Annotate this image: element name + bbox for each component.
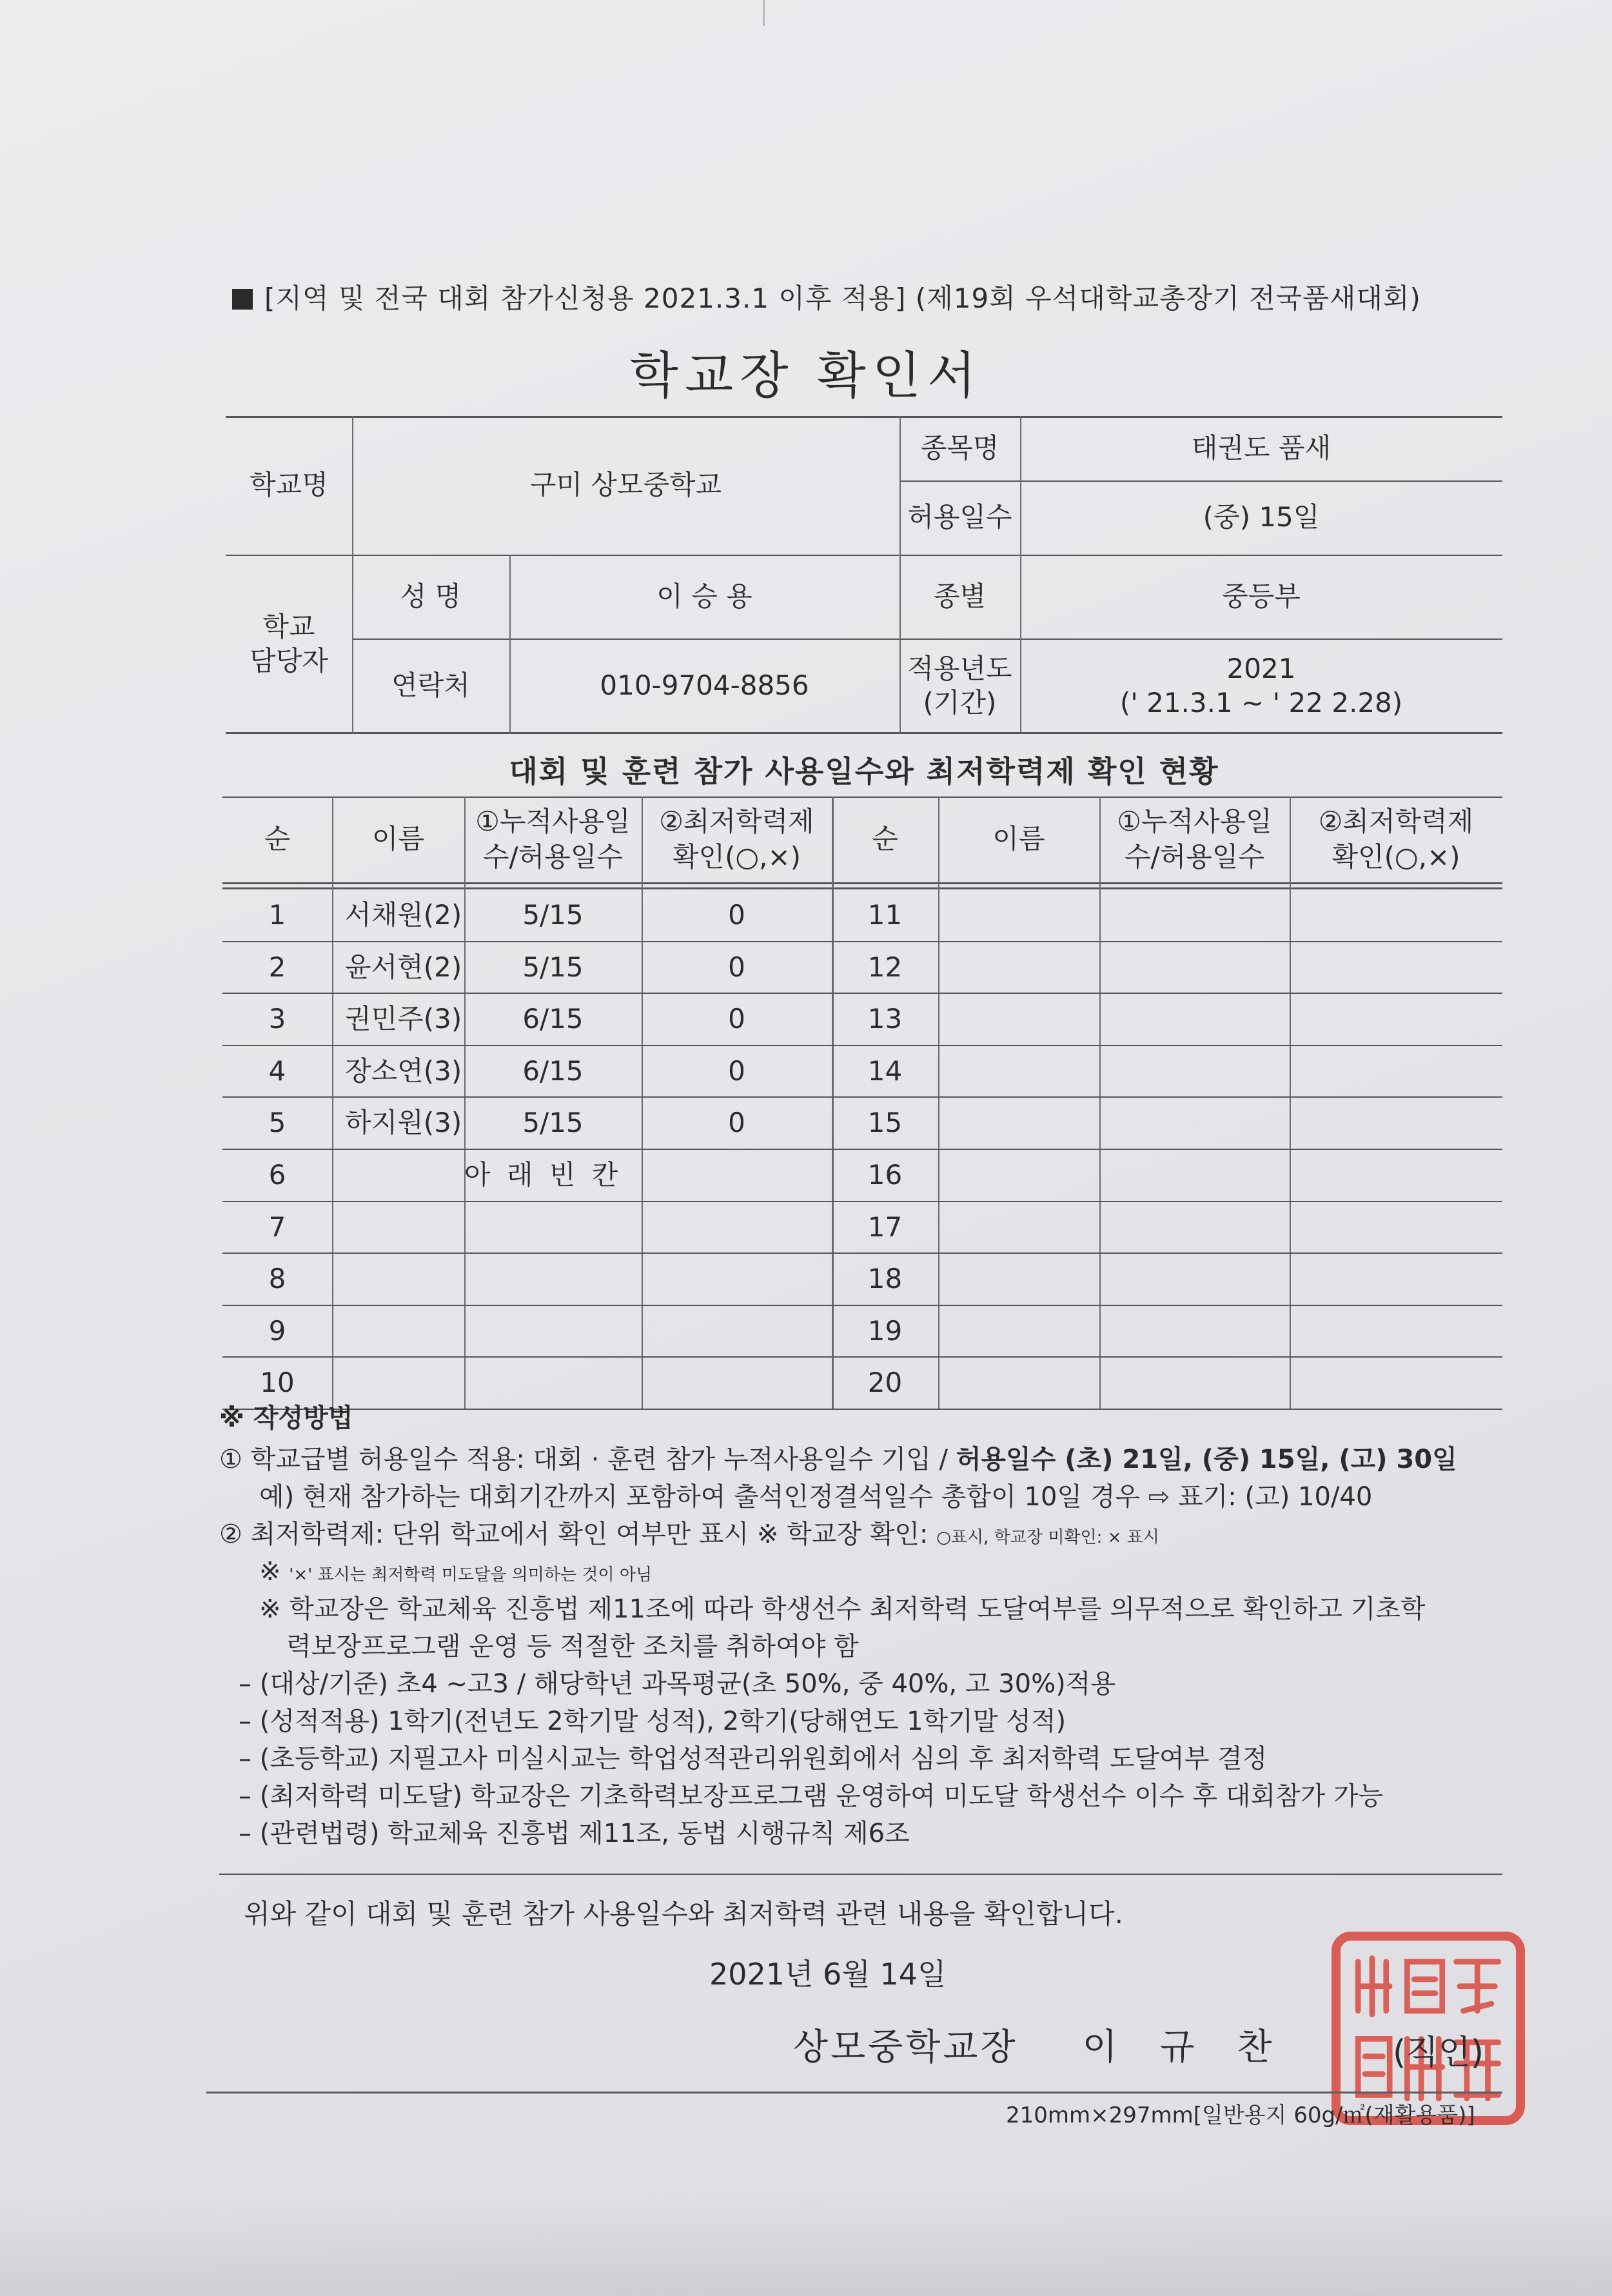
event-value: 태권도 품새 — [1191, 431, 1332, 464]
roster-cell-confirm: 0 — [728, 899, 745, 931]
roster-cell-no-right: 18 — [867, 1263, 903, 1295]
col-header-confirm: ②최저학력제 확인(○,×) — [659, 805, 814, 873]
roster-cell-days — [464, 1253, 642, 1305]
roster-cell-days: 5/15 — [522, 951, 584, 984]
principal-name: 이 규 찬 — [1082, 2026, 1288, 2068]
roster-cell-no-right: 16 — [867, 1159, 903, 1191]
category-label: 종별 — [933, 580, 987, 612]
col-header-confirm-2: ②최저학력제 확인(○,×) — [1318, 805, 1474, 873]
year-label: 적용년도 (기간) — [907, 653, 1012, 718]
document-header — [232, 277, 1509, 316]
instruction-line-3 — [219, 1516, 1509, 1553]
instruction-line-5: ※ 학교장은 학교체육 진흥법 제11조에 따라 학생선수 최저학력 도달여부를 의무적으로 확인하고 기초학 — [259, 1594, 1426, 1624]
school-info-table — [226, 416, 1502, 733]
signature-date: 2021년 6월 14일 — [709, 1957, 947, 1992]
col-header-no-2: 순 — [872, 823, 898, 855]
roster-cell-no-right: 19 — [867, 1315, 903, 1347]
category-value: 중등부 — [1222, 580, 1301, 612]
roster-cell-no: 7 — [268, 1211, 286, 1243]
allowed-days-value: (중) 15일 — [1203, 501, 1320, 533]
col-header-name-2: 이름 — [992, 823, 1045, 855]
roster-cell-days: 6/15 — [522, 1055, 584, 1087]
roster-cell-confirm: 0 — [728, 1107, 745, 1139]
instructions — [219, 1400, 1509, 1852]
event-label: 종목명 — [920, 431, 999, 464]
roster-cell-no-right: 12 — [867, 951, 903, 984]
roster-cell-no: 2 — [268, 951, 286, 984]
blank-note: 아 래 빈 칸 — [464, 1159, 622, 1191]
roster-table — [222, 797, 1502, 1409]
contact-group-label: 학교 담당자 — [250, 611, 328, 677]
year-period: (' 21.3.1 ~ ' 22 2.28) — [1119, 686, 1403, 718]
roster-cell-no: 6 — [268, 1159, 286, 1191]
roster-cell-name — [332, 1305, 464, 1358]
footer-rule — [206, 2092, 1502, 2093]
instruction-line-4b: '×' 표시는 최저학력 미도달을 의미하는 것이 아님 — [289, 1565, 653, 1585]
roster-cell-no: 10 — [260, 1367, 295, 1399]
roster-cell-no: 9 — [268, 1315, 286, 1347]
name-label: 성 명 — [400, 580, 462, 612]
roster-cell-name — [332, 1149, 464, 1202]
roster-cell-no-right: 17 — [867, 1211, 903, 1243]
instruction-line-1b: 허용일수 (초) 21일, (중) 15일, (고) 30일 — [956, 1445, 1457, 1474]
roster-cell-no: 5 — [268, 1107, 286, 1139]
header-scope: [지역 및 전국 대회 참가신청용 2021.3.1 이후 적용] — [264, 282, 907, 314]
header-event: (제19회 우석대학교총장기 전국품새대회) — [915, 282, 1421, 314]
confirmation-statement: 위와 같이 대회 및 훈련 참가 사용일수와 최저학력 관련 내용을 확인합니다. — [244, 1898, 1124, 1930]
instruction-line-3a: ② 최저학력제: 단위 학교에서 확인 여부만 표시 ※ 학교장 확인: — [219, 1519, 937, 1549]
document-title: 학교장 확인서 — [629, 347, 983, 405]
roster-cell-no-right: 13 — [867, 1003, 903, 1035]
instruction-line-7: – (대상/기준) 초4 ~고3 / 해당학년 과목평균(초 50%, 중 40%, 고 30%)적용 — [239, 1669, 1116, 1699]
roster-cell-confirm: 0 — [728, 1055, 745, 1087]
roster-cell-no-right: 15 — [867, 1107, 903, 1139]
col-header-days: ①누적사용일 수/허용일수 — [475, 805, 631, 873]
seal-label: (직인) — [1393, 2034, 1484, 2072]
roster-cell-confirm: 0 — [728, 951, 745, 984]
instruction-line-3b: ○표시, 학교장 미확인: × 표시 — [936, 1528, 1159, 1547]
phone-value: 010-9704-8856 — [600, 669, 809, 702]
roster-cell-confirm: 0 — [728, 1003, 745, 1035]
paper-spec-footer: 210mm×297mm[일반용지 60g/㎡(재활용품)] — [1006, 2103, 1475, 2128]
roster-cell-days: 6/15 — [522, 1003, 584, 1035]
col-header-name: 이름 — [371, 823, 425, 855]
roster-cell-confirm — [642, 1305, 832, 1358]
roster-cell-name — [332, 1202, 464, 1254]
instruction-line-6: 력보장프로그램 운영 등 적절한 조치를 취하여야 함 — [286, 1632, 859, 1661]
instruction-line-1a: ① 학교급별 허용일수 적용: 대회 · 훈련 참가 누적사용일수 기입 / — [219, 1445, 956, 1474]
roster-cell-no: 8 — [268, 1263, 286, 1295]
instruction-line-11: – (관련법령) 학교체육 진흥법 제11조, 동법 시행규칙 제6조 — [239, 1819, 910, 1848]
instruction-line-1 — [219, 1441, 1509, 1478]
instruction-line-10: – (최저학력 미도달) 학교장은 기초학력보장프로그램 운영하여 미도달 학생선수 이수 후 대회참가 가능 — [239, 1781, 1384, 1811]
page-shadow — [0, 2193, 1612, 2296]
roster-cell-name — [332, 1253, 464, 1305]
black-square-icon — [232, 289, 253, 310]
instruction-line-2: 예) 현재 참가하는 대회기간까지 포함하여 출석인정결석일수 총합이 10일 경우 ⇨ 표기: (고) 10/40 — [259, 1482, 1373, 1512]
roster-cell-name: 장소연(3) — [345, 1055, 462, 1087]
section-subtitle: 대회 및 훈련 참가 사용일수와 최저학력제 확인 현황 — [509, 754, 1219, 789]
roster-cell-confirm — [642, 1149, 832, 1202]
contact-name-value: 이 승 용 — [656, 580, 752, 612]
roster-cell-name: 권민주(3) — [345, 1003, 462, 1035]
instruction-line-8: – (성적적용) 1학기(전년도 2학기말 성적), 2학기(당해연도 1학기말 성적) — [239, 1707, 1066, 1736]
roster-cell-no-right: 11 — [867, 899, 903, 931]
roster-cell-no: 1 — [268, 899, 286, 931]
roster-cell-name: 윤서현(2) — [345, 951, 462, 984]
roster-cell-days — [464, 1305, 642, 1358]
col-header-no: 순 — [264, 823, 291, 855]
col-header-days-2: ①누적사용일 수/허용일수 — [1117, 805, 1272, 873]
year-cell — [1020, 638, 1502, 733]
roster-cell-no: 3 — [268, 1003, 286, 1035]
allowed-days-label: 허용일수 — [907, 501, 1012, 533]
school-label: 학교명 — [250, 469, 328, 501]
roster-cell-days — [464, 1149, 642, 1202]
roster-cell-confirm — [642, 1253, 832, 1305]
phone-label: 연락처 — [391, 669, 470, 702]
principal-signature — [793, 2019, 1287, 2070]
roster-cell-name: 서채원(2) — [345, 899, 462, 931]
year-value: 2021 — [1226, 653, 1296, 684]
roster-cell-days: 5/15 — [522, 899, 584, 931]
instruction-line-4a: ※ — [259, 1557, 290, 1587]
roster-cell-days: 5/15 — [522, 1107, 584, 1139]
roster-cell-days — [464, 1202, 642, 1254]
roster-cell-name: 하지원(3) — [345, 1107, 462, 1139]
instructions-heading: ※ 작성방법 — [219, 1403, 353, 1433]
roster-cell-no-right: 14 — [867, 1055, 903, 1087]
roster-cell-confirm — [642, 1202, 832, 1254]
instruction-line-4 — [219, 1553, 1509, 1590]
school-value: 구미 상모중학교 — [529, 469, 722, 501]
principal-title: 상모중학교장 — [793, 2026, 1018, 2068]
roster-cell-no: 4 — [268, 1055, 286, 1087]
fold-mark — [763, 0, 765, 26]
instruction-line-9: – (초등학교) 지필고사 미실시교는 학업성적관리위원회에서 심의 후 최저학력 도달여부 결정 — [239, 1744, 1268, 1774]
roster-cell-no-right: 20 — [867, 1367, 903, 1399]
